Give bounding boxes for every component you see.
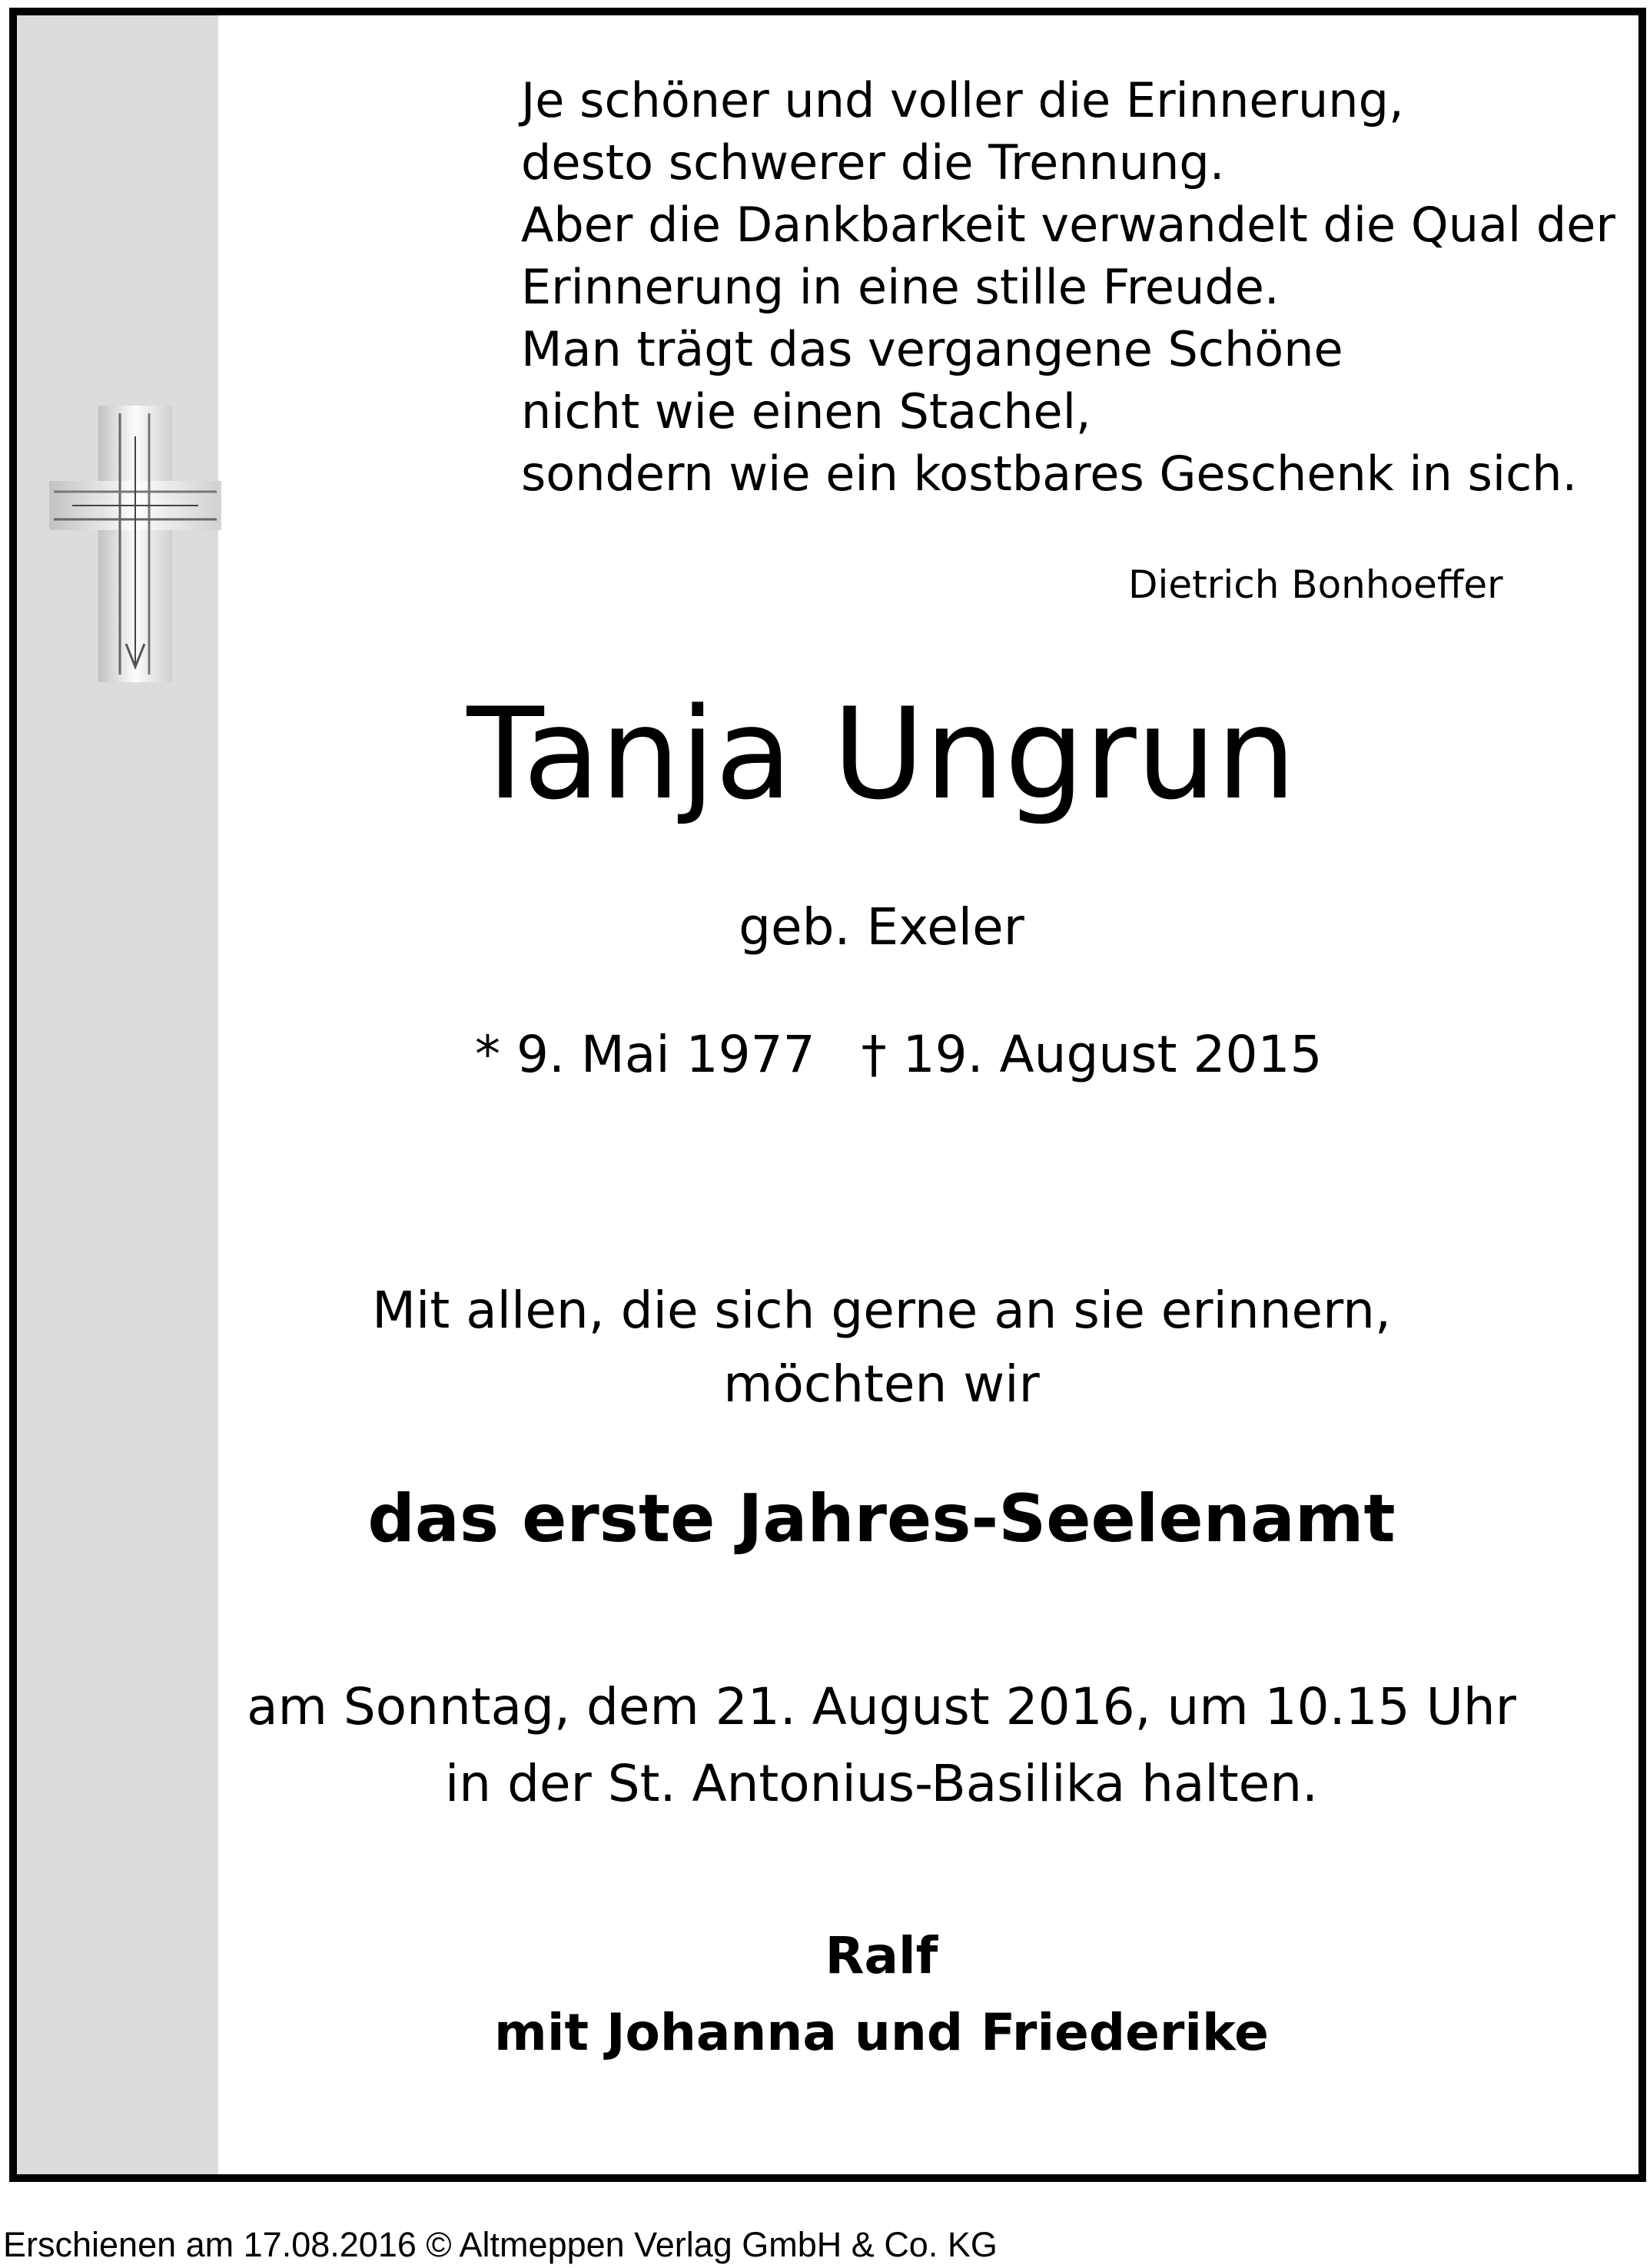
poem <box>521 69 1615 505</box>
invitation-intro <box>17 1274 1638 1421</box>
birth-date: * 9. Mai 1977 <box>475 1025 815 1084</box>
poem-line: Man trägt das vergangene Schöne <box>521 321 1343 377</box>
poem-line: nicht wie einen Stachel, <box>521 383 1091 439</box>
intro-line: möchten wir <box>723 1354 1040 1414</box>
poem-line: Je schöner und voller die Erinnerung, <box>521 72 1404 128</box>
event-detail-line: am Sonntag, dem 21. August 2016, um 10.15 Uhr <box>247 1677 1516 1736</box>
signer-line: Ralf <box>825 1926 938 1985</box>
poem-line: desto schwerer die Trennung. <box>521 134 1225 191</box>
signers <box>17 1918 1638 2071</box>
event-details <box>17 1669 1638 1822</box>
event-title: das erste Jahres-Seelenamt <box>367 1480 1396 1557</box>
signer-line: mit Johanna und Friederike <box>494 2003 1269 2062</box>
poem-line: Aber die Dankbarkeit verwandelt die Qual der <box>521 197 1615 253</box>
poem-author: Dietrich Bonhoeffer <box>1128 562 1503 607</box>
deceased-name: Tanja Ungrun <box>466 681 1296 827</box>
poem-line: Erinnerung in eine stille Freude. <box>521 259 1280 315</box>
obituary-frame <box>9 8 1646 2182</box>
life-dates <box>475 1025 1323 1084</box>
cross-icon <box>49 406 221 682</box>
poem-line: sondern wie ein kostbares Geschenk in sich. <box>521 446 1578 502</box>
publication-footer: Erschienen am 17.08.2016 © Altmeppen Verlag GmbH & Co. KG <box>3 2225 998 2264</box>
intro-line: Mit allen, die sich gerne an sie erinnern, <box>372 1281 1391 1340</box>
event-detail-line: in der St. Antonius-Basilika halten. <box>444 1754 1319 1813</box>
death-date: † 19. August 2015 <box>861 1025 1323 1084</box>
maiden-name: geb. Exeler <box>739 897 1024 957</box>
side-band <box>17 15 218 2174</box>
